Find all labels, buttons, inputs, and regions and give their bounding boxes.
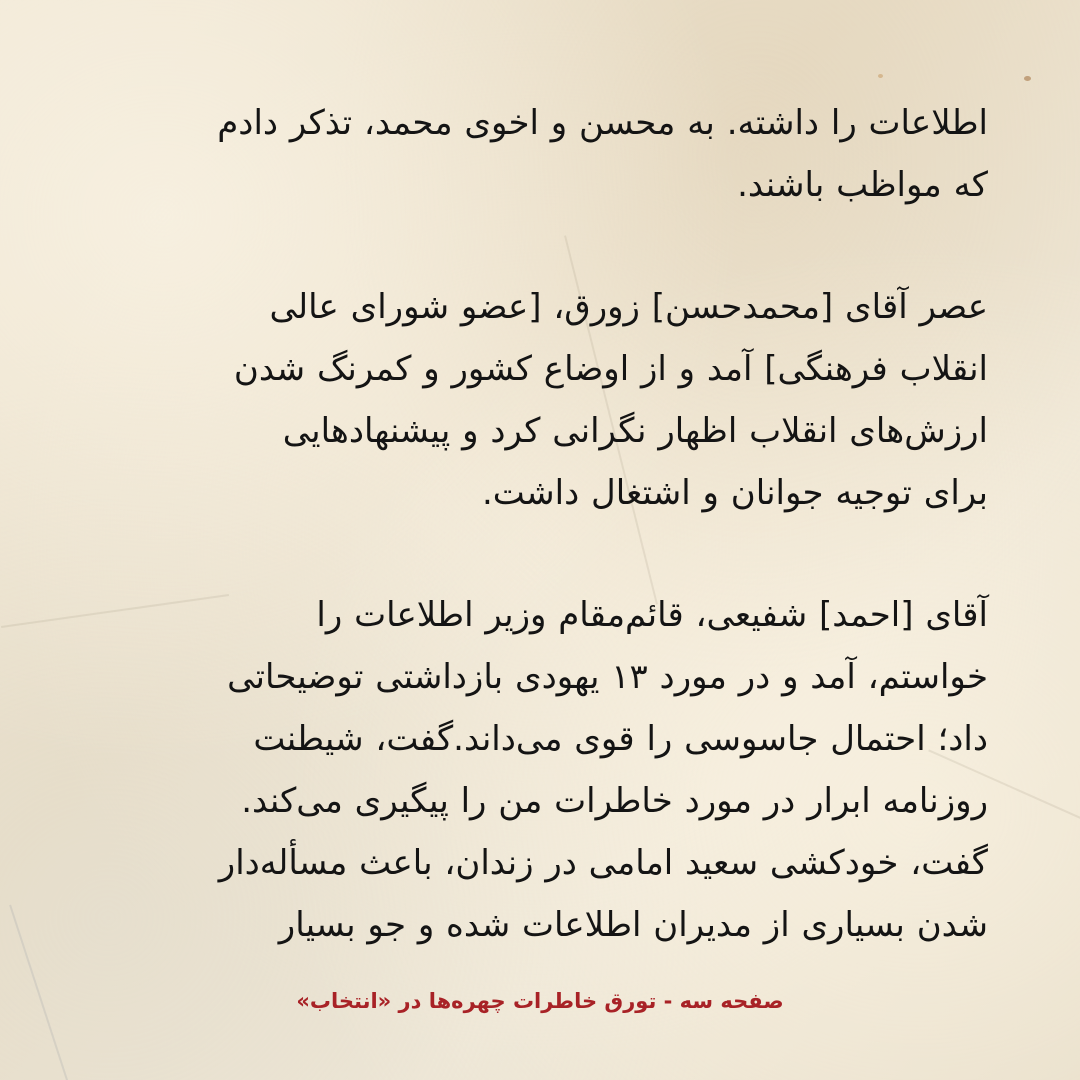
text-line: داد؛ احتمال جاسوسی را قوی می‌داند.گفت، شیطنت bbox=[253, 719, 988, 759]
paragraph-3 bbox=[88, 584, 988, 956]
text-line: گفت، خودکشی سعید امامی در زندان، باعث مسأله‌دار bbox=[218, 843, 988, 883]
text-line: آقای [احمد] شفیعی، قائم‌مقام وزیر اطلاعات را bbox=[316, 595, 988, 635]
diary-page bbox=[88, 92, 988, 956]
paragraph-2 bbox=[88, 276, 988, 524]
text-line: شدن بسیاری از مدیران اطلاعات شده و جو بسیار bbox=[278, 905, 988, 945]
text-line: روزنامه ابرار در مورد خاطرات من را پیگیری می‌کند. bbox=[241, 781, 988, 821]
text-line: که مواظب باشند. bbox=[737, 165, 988, 205]
page-footer-caption: صفحه سه - تورق خاطرات چهره‌ها در «انتخاب» bbox=[296, 989, 784, 1013]
text-line: ارزش‌های انقلاب اظهار نگرانی کرد و پیشنهادهایی bbox=[282, 411, 988, 451]
paragraph-1 bbox=[88, 92, 988, 216]
paper-stain bbox=[1024, 76, 1031, 81]
text-line: اطلاعات را داشته. به محسن و اخوی محمد، تذکر دادم bbox=[217, 103, 988, 143]
text-line: عصر آقای [محمدحسن] زورق، [عضو شورای عالی bbox=[269, 287, 988, 327]
paper-stain bbox=[878, 74, 883, 78]
text-line: برای توجیه جوانان و اشتغال داشت. bbox=[481, 473, 988, 513]
text-line: خواستم، آمد و در مورد ۱۳ یهودی بازداشتی توضیحاتی bbox=[227, 657, 988, 697]
text-line: انقلاب فرهنگی] آمد و از اوضاع کشور و کمرنگ شدن bbox=[233, 349, 988, 389]
